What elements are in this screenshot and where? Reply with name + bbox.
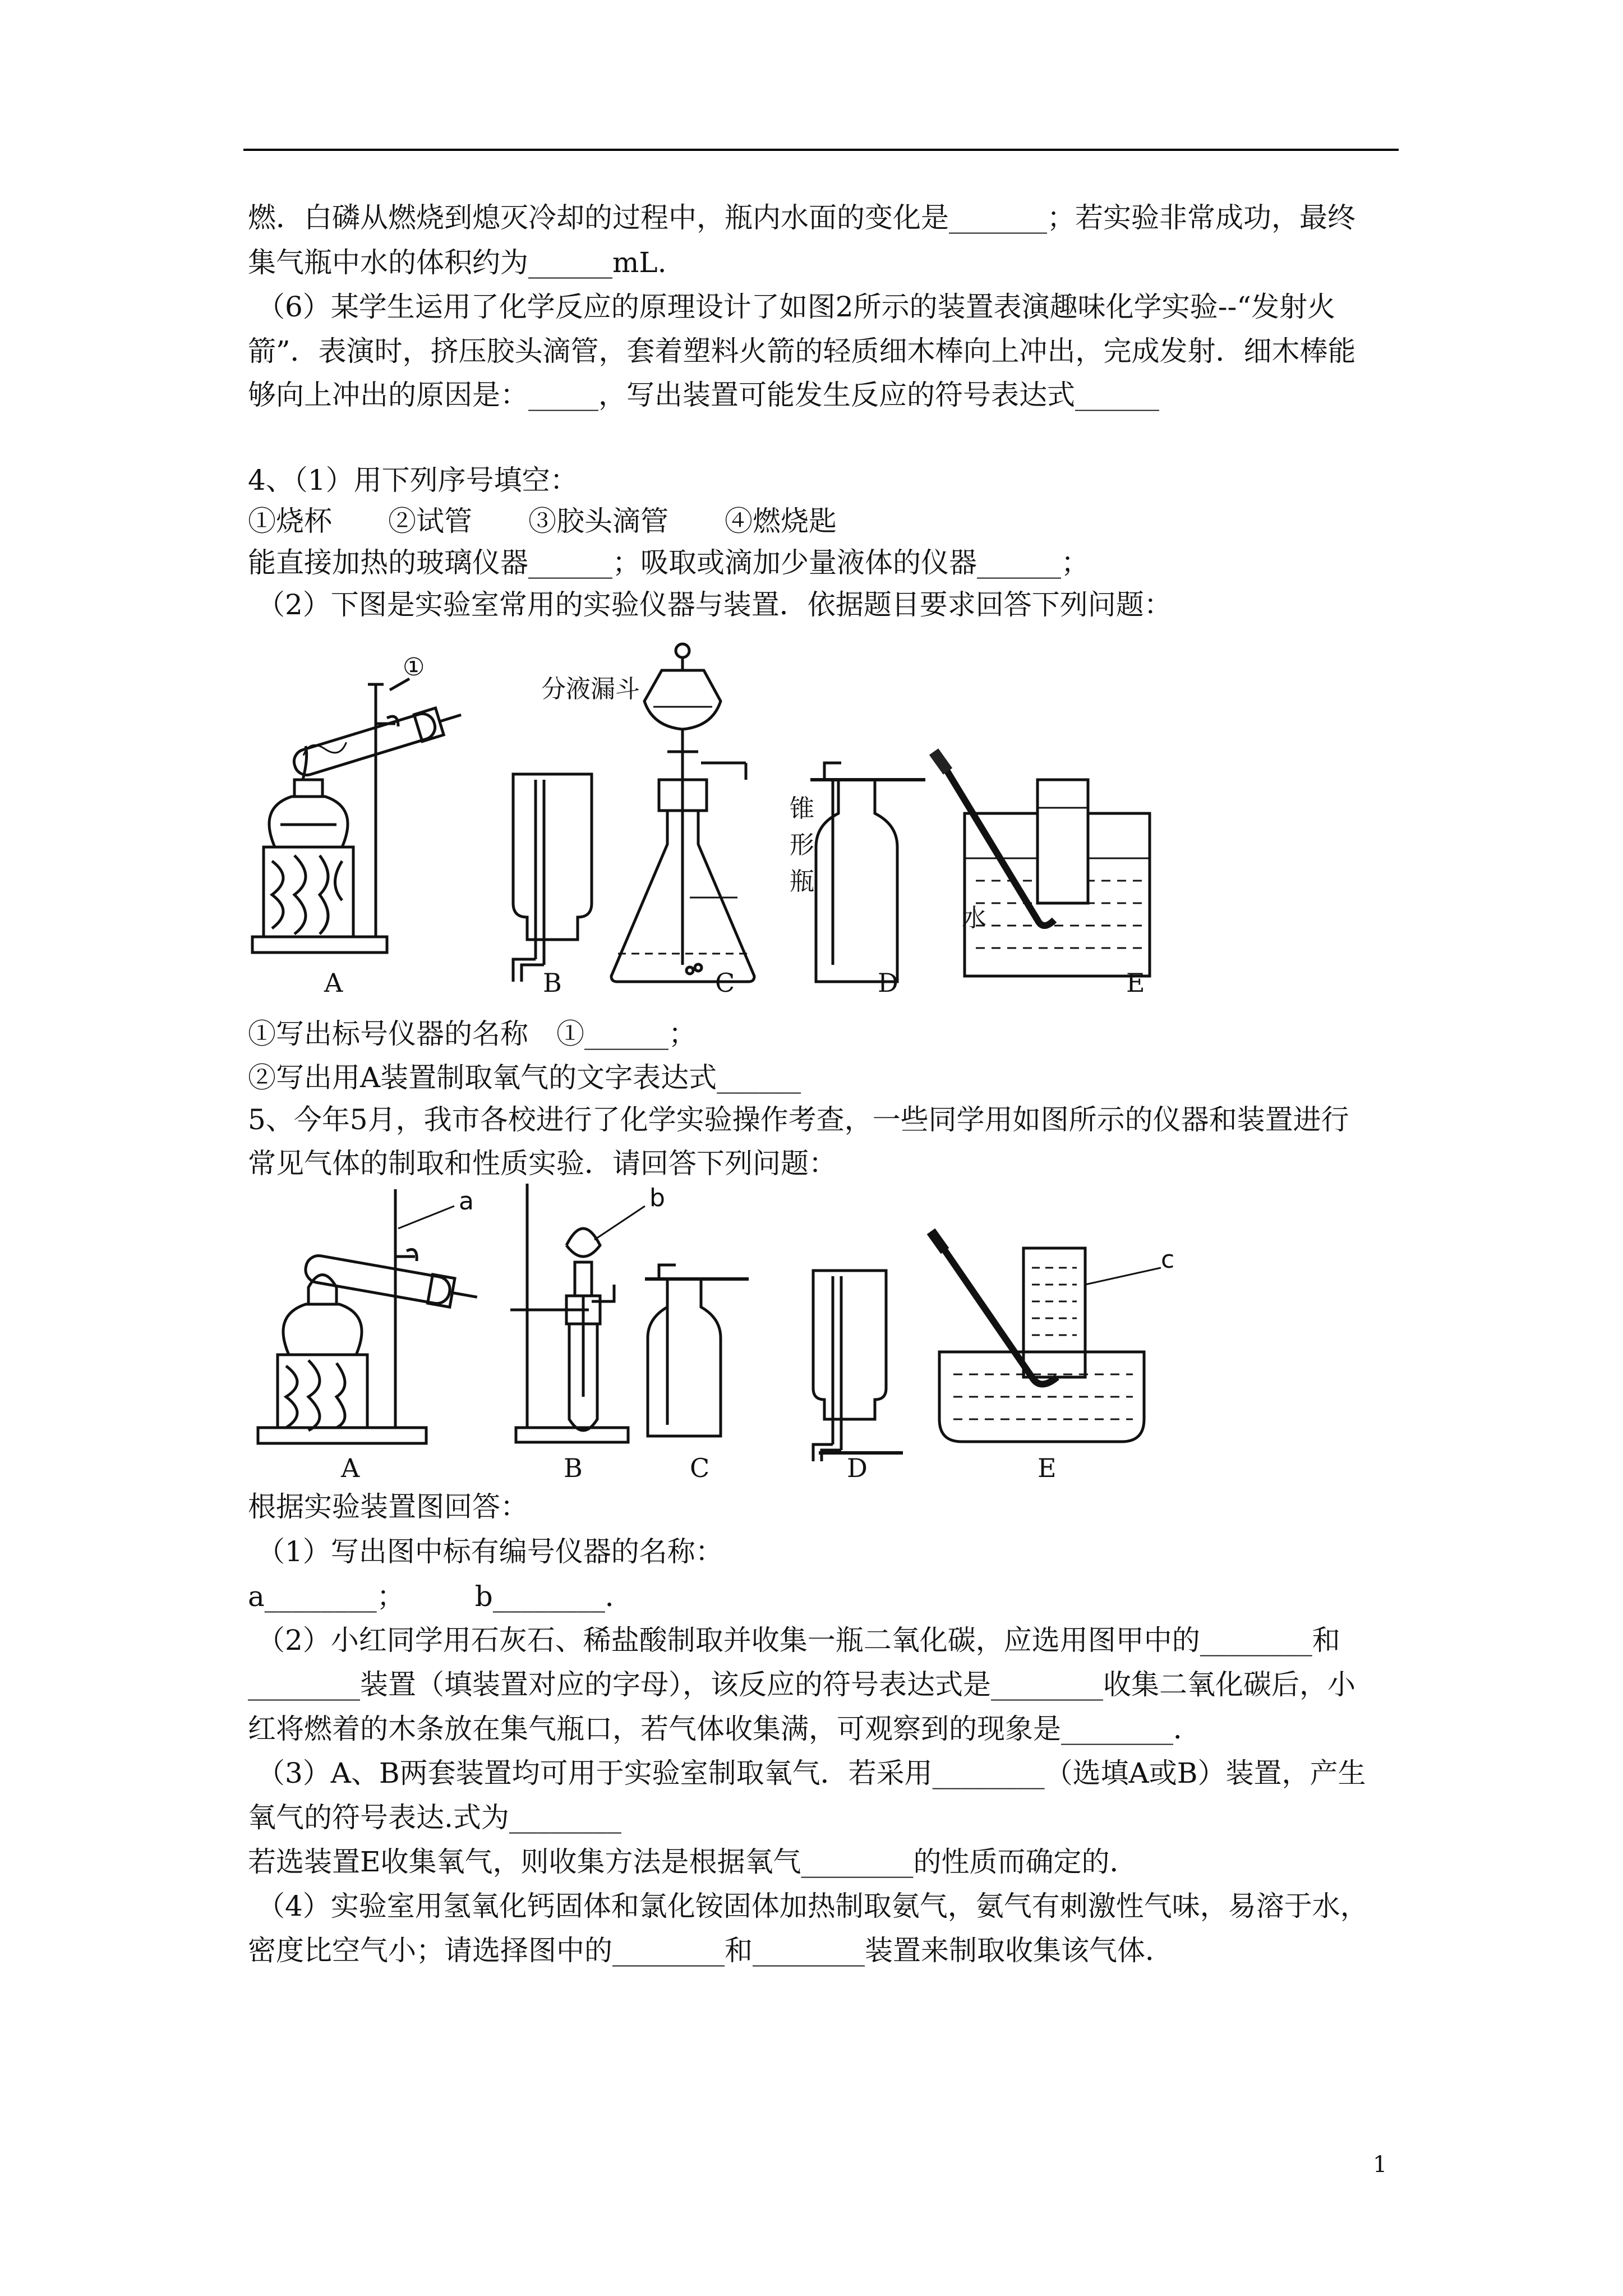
apparatus-figure-1 bbox=[241, 639, 1228, 1010]
apparatus-a bbox=[258, 1189, 479, 1443]
label-water: 水 bbox=[962, 904, 986, 932]
text-line: （1）写出图中标有编号仪器的名称： bbox=[257, 1535, 723, 1568]
label-b: b bbox=[649, 1184, 665, 1212]
caption-b: B bbox=[543, 968, 562, 998]
header-rule bbox=[243, 149, 1399, 151]
label-c: c bbox=[1161, 1245, 1175, 1274]
text-line: 若选装置E收集氧气，则收集方法是根据氧气________的性质而确定的． bbox=[248, 1846, 1138, 1878]
text-line: ②写出用A装置制取氧气的文字表达式______ bbox=[248, 1061, 801, 1094]
caption-e: E bbox=[1126, 968, 1145, 998]
apparatus-a bbox=[252, 679, 465, 953]
text-line: （3）A、B两套装置均可用于实验室制取氧气．若采用________（选填A或B）装置，产生 bbox=[257, 1757, 1366, 1789]
caption-b: B bbox=[564, 1453, 583, 1483]
text-line: 集气瓶中水的体积约为______mL. bbox=[248, 246, 667, 279]
text-line: （4）实验室用氢氧化钙固体和氯化铵固体加热制取氨气，氨气有刺激性气味，易溶于水， bbox=[257, 1890, 1368, 1922]
text-line: ________装置（填装置对应的字母），该反应的符号表达式是________收集二氧化碳后，小 bbox=[248, 1668, 1355, 1701]
text-line: 燃．白磷从燃烧到熄灭冷却的过程中，瓶内水面的变化是_______；若实验非常成功，最终 bbox=[248, 201, 1355, 234]
text-line: （6）某学生运用了化学反应的原理设计了如图2所示的装置表演趣味化学实验--“发射火 bbox=[257, 291, 1335, 323]
text-line: 够向上冲出的原因是：_____，写出装置可能发生反应的符号表达式______ bbox=[248, 379, 1159, 411]
text-line: 能直接加热的玻璃仪器______；吸取或滴加少量液体的仪器______； bbox=[248, 546, 1089, 579]
text-line: 密度比空气小；请选择图中的________和________装置来制取收集该气体． bbox=[248, 1934, 1173, 1967]
label-1: ① bbox=[403, 653, 425, 682]
text-line: （2）下图是实验室常用的实验仪器与装置．依据题目要求回答下列问题： bbox=[257, 588, 1172, 621]
caption-c: C bbox=[690, 1453, 710, 1483]
question-4-title: 4、（1）用下列序号填空： bbox=[248, 464, 578, 496]
label-flask-3: 瓶 bbox=[790, 867, 814, 896]
text-line: 根据实验装置图回答： bbox=[248, 1490, 528, 1523]
apparatus-b bbox=[513, 774, 592, 982]
text-line: ①写出标号仪器的名称 ①______； bbox=[248, 1018, 697, 1050]
apparatus-d bbox=[813, 1271, 903, 1461]
apparatus-e bbox=[931, 1231, 1144, 1442]
apparatus-figure-2 bbox=[241, 1184, 1206, 1492]
apparatus-c bbox=[645, 1265, 749, 1436]
caption-a: A bbox=[341, 1453, 360, 1483]
text-line: （2）小红同学用石灰石、稀盐酸制取并收集一瓶二氧化碳，应选用图甲中的________和 bbox=[257, 1624, 1340, 1657]
text-line: 红将燃着的木条放在集气瓶口，若气体收集满，可观察到的现象是________． bbox=[248, 1713, 1201, 1745]
label-funnel: 分液漏斗 bbox=[541, 675, 640, 703]
label-a: a bbox=[459, 1187, 474, 1216]
apparatus-b bbox=[510, 1184, 628, 1442]
text-line: a________； b________． bbox=[248, 1580, 633, 1613]
label-flask-1: 锥 bbox=[790, 794, 814, 823]
text-line: 氧气的符号表达.式为________ bbox=[248, 1801, 621, 1834]
apparatus-e bbox=[934, 752, 1150, 976]
text-line: ①烧杯 ②试管 ③胶头滴管 ④燃烧匙 bbox=[248, 505, 837, 537]
apparatus-d bbox=[810, 763, 925, 982]
page-number: 1 bbox=[1373, 2152, 1387, 2178]
label-flask-2: 形 bbox=[790, 831, 814, 859]
caption-d: D bbox=[878, 968, 898, 998]
question-5-title: 5、今年5月，我市各校进行了化学实验操作考查，一些同学用如图所示的仪器和装置进行 bbox=[248, 1103, 1349, 1136]
text-line: 箭”．表演时，挤压胶头滴管，套着塑料火箭的轻质细木棒向上冲出，完成发射．细木棒能 bbox=[248, 335, 1356, 367]
caption-e: E bbox=[1038, 1453, 1057, 1483]
caption-a: A bbox=[324, 968, 343, 998]
caption-d: D bbox=[847, 1453, 868, 1483]
text-line: 常见气体的制取和性质实验．请回答下列问题： bbox=[248, 1147, 837, 1180]
caption-c: C bbox=[715, 968, 735, 998]
